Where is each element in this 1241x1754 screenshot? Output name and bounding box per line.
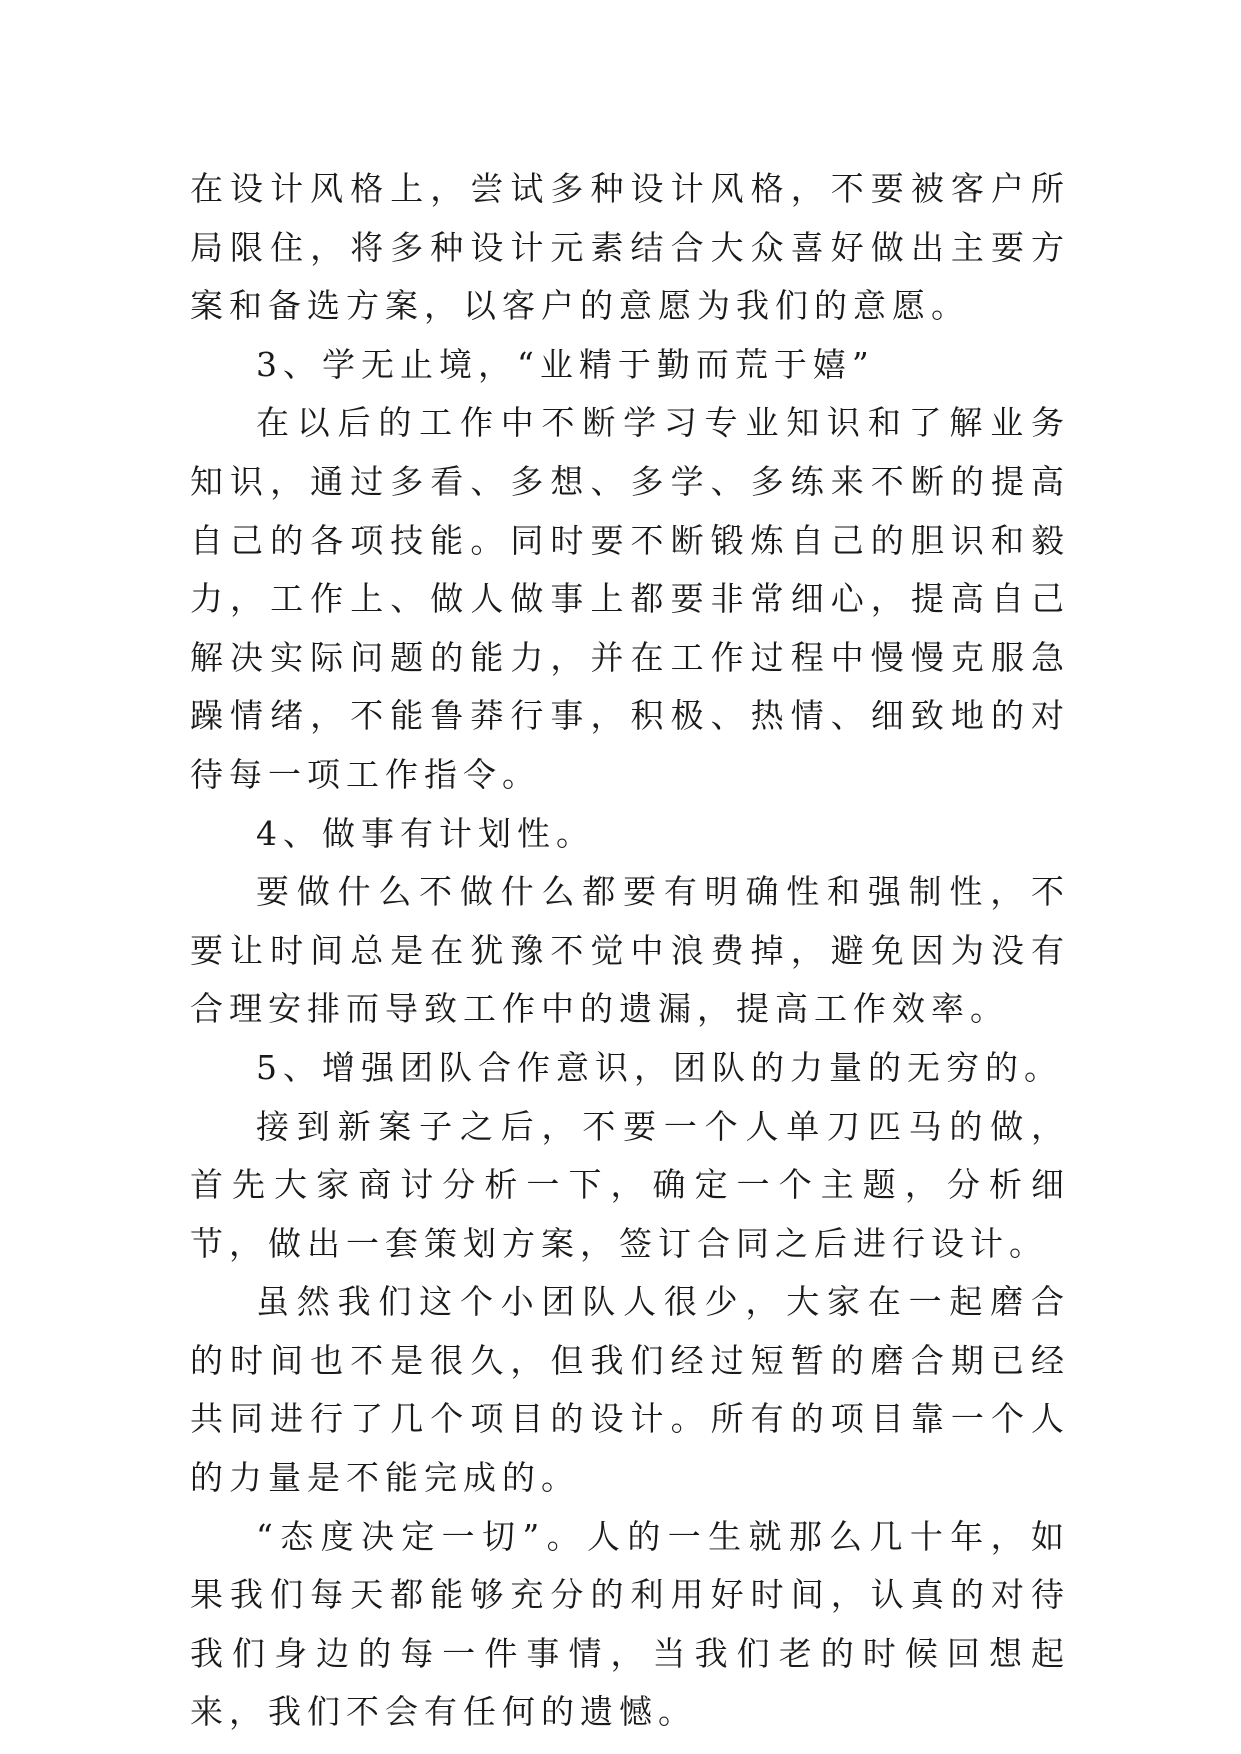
paragraph-1: 在设计风格上，尝试多种设计风格，不要被客户所局限住，将多种设计元素结合大众喜好做出主要方案和备选方案，以客户的意愿为我们的意愿。: [190, 169, 1070, 326]
paragraph-7: 接到新案子之后，不要一个人单刀匹马的做，首先大家商讨分析一下，确定一个主题，分析细节，做出一套策划方案，签订合同之后进行设计。: [190, 1106, 1070, 1263]
paragraph-2: 3、学无止境，“业精于勤而荒于嬉”: [256, 344, 875, 384]
paragraph-9: “态度决定一切”。人的一生就那么几十年，如果我们每天都能够充分的利用好时间，认真的对待我们身边的每一件事情，当我们老的时候回想起来，我们不会有任何的遗憾。: [190, 1516, 1070, 1732]
paragraph-5: 要做什么不做什么都要有明确性和强制性，不要让时间总是在犹豫不觉中浪费掉，避免因为没有合理安排而导致工作中的遗漏，提高工作效率。: [190, 872, 1070, 1029]
paragraph-6: 5、增强团队合作意识，团队的力量的无穷的。: [256, 1047, 1063, 1087]
paragraph-8: 虽然我们这个小团队人很少，大家在一起磨合的时间也不是很久，但我们经过短暂的磨合期已经共同进行了几个项目的设计。所有的项目靠一个人的力量是不能完成的。: [190, 1282, 1070, 1498]
paragraph-3: 在以后的工作中不断学习专业知识和了解业务知识，通过多看、多想、多学、多练来不断的提高自己的各项技能。同时要不断锻炼自己的胆识和毅力，工作上、做人做事上都要非常细心，提高自己解决实际问题的能力，并在工作过程中慢慢克服急躁情绪，不能鲁莽行事，积极、热情、细致地的对待每一项工作指令。: [190, 403, 1070, 794]
paragraph-4: 4、做事有计划性。: [256, 813, 595, 853]
document-body: [190, 160, 1070, 1742]
